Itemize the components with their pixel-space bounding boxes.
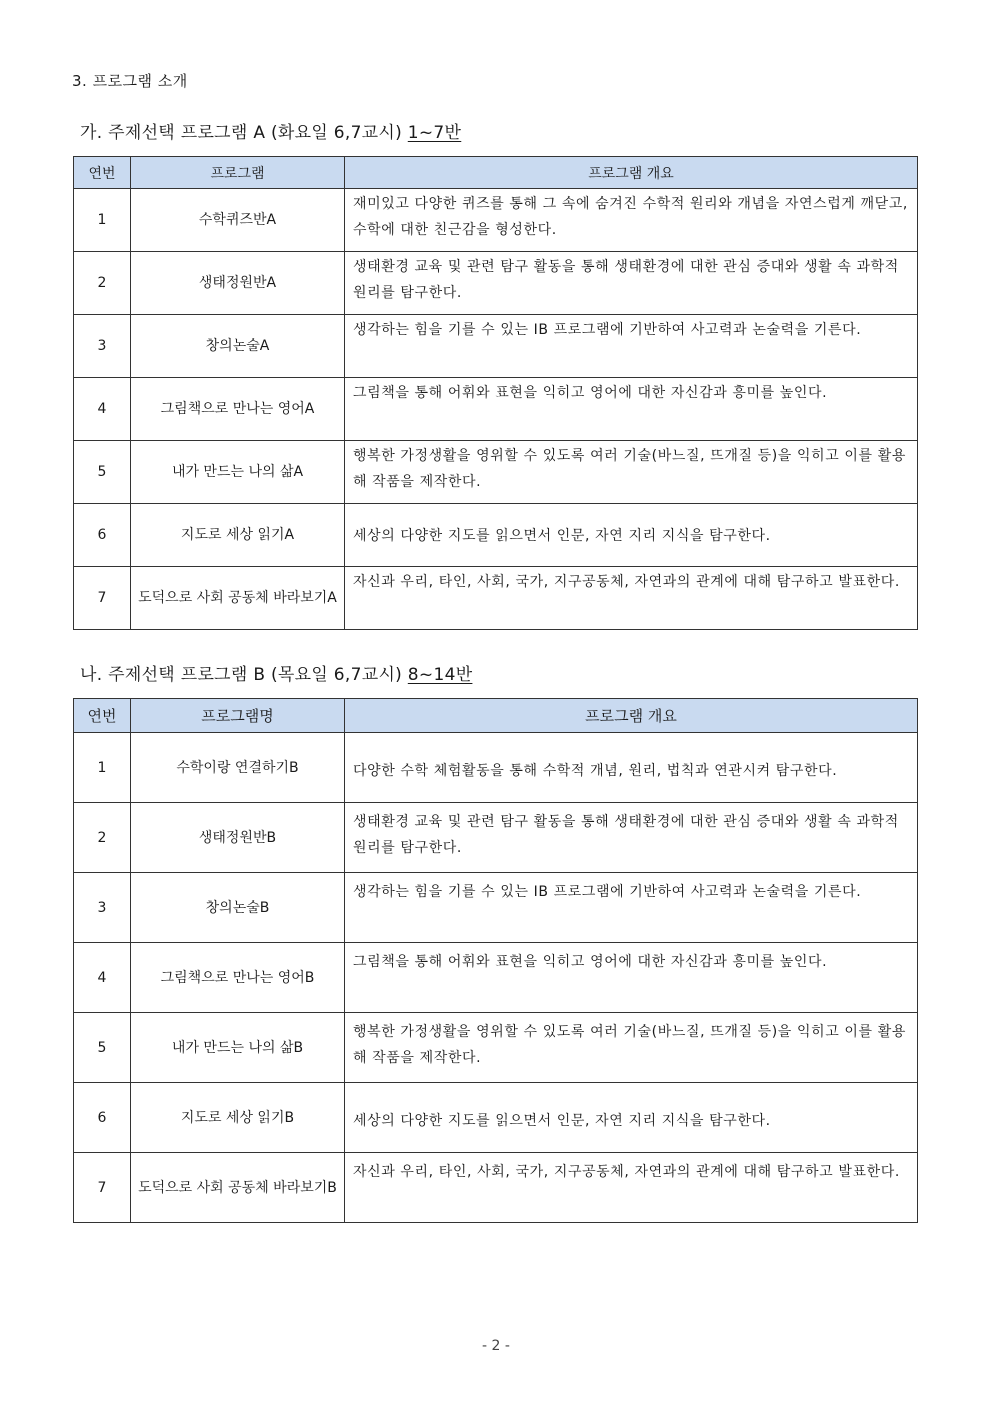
program-a-title (80, 118, 461, 143)
table-row (74, 1083, 918, 1153)
table-row (74, 803, 918, 873)
program-a-table (73, 156, 918, 630)
program-description: 생태환경 교육 및 관련 탐구 활동을 통해 생태환경에 대한 관심 증대와 생활 속 과학적 원리를 탐구한다. (345, 252, 918, 315)
program-name: 그림책으로 만나는 영어A (131, 378, 345, 441)
program-description: 행복한 가정생활을 영위할 수 있도록 여러 기술(바느질, 뜨개질 등)을 익히고 이를 활용해 작품을 제작한다. (345, 1013, 918, 1083)
program-description: 그림책을 통해 어휘와 표현을 익히고 영어에 대한 자신감과 흥미를 높인다. (345, 943, 918, 1013)
row-number: 3 (74, 873, 131, 943)
program-description: 생각하는 힘을 기를 수 있는 IB 프로그램에 기반하여 사고력과 논술력을 기른다. (345, 315, 918, 378)
header-overview: 프로그램 개요 (345, 157, 918, 189)
program-name: 생태정원반B (131, 803, 345, 873)
program-description: 생각하는 힘을 기를 수 있는 IB 프로그램에 기반하여 사고력과 논술력을 기른다. (345, 873, 918, 943)
table-row (74, 567, 918, 630)
table-row (74, 873, 918, 943)
table-row (74, 315, 918, 378)
row-number: 3 (74, 315, 131, 378)
program-description: 세상의 다양한 지도를 읽으면서 인문, 자연 지리 지식을 탐구한다. (345, 1083, 918, 1153)
table-row (74, 1013, 918, 1083)
table-row (74, 441, 918, 504)
table-row (74, 733, 918, 803)
program-description: 세상의 다양한 지도를 읽으면서 인문, 자연 지리 지식을 탐구한다. (345, 504, 918, 567)
program-name: 창의논술B (131, 873, 345, 943)
program-description: 자신과 우리, 타인, 사회, 국가, 지구공동체, 자연과의 관계에 대해 탐구하고 발표한다. (345, 1153, 918, 1223)
header-number: 연번 (74, 699, 131, 733)
section-title: 3. 프로그램 소개 (72, 72, 188, 90)
row-number: 5 (74, 441, 131, 504)
table-row (74, 943, 918, 1013)
program-description: 행복한 가정생활을 영위할 수 있도록 여러 기술(바느질, 뜨개질 등)을 익히고 이를 활용해 작품을 제작한다. (345, 441, 918, 504)
program-a-title-text: 가. 주제선택 프로그램 A (화요일 6,7교시) (80, 123, 408, 143)
row-number: 1 (74, 189, 131, 252)
header-program: 프로그램 (131, 157, 345, 189)
program-b-title (80, 660, 472, 685)
program-name: 지도로 세상 읽기A (131, 504, 345, 567)
row-number: 2 (74, 803, 131, 873)
page-number: - 2 - (482, 1338, 510, 1354)
table-row (74, 504, 918, 567)
row-number: 5 (74, 1013, 131, 1083)
program-name: 내가 만드는 나의 삶A (131, 441, 345, 504)
program-description: 다양한 수학 체험활동을 통해 수학적 개념, 원리, 법칙과 연관시켜 탐구한다. (345, 733, 918, 803)
program-b-table (73, 698, 918, 1223)
program-name: 도덕으로 사회 공동체 바라보기A (131, 567, 345, 630)
row-number: 2 (74, 252, 131, 315)
program-description: 그림책을 통해 어휘와 표현을 익히고 영어에 대한 자신감과 흥미를 높인다. (345, 378, 918, 441)
row-number: 4 (74, 943, 131, 1013)
header-program-name: 프로그램명 (131, 699, 345, 733)
row-number: 4 (74, 378, 131, 441)
program-description: 생태환경 교육 및 관련 탐구 활동을 통해 생태환경에 대한 관심 증대와 생활 속 과학적 원리를 탐구한다. (345, 803, 918, 873)
program-name: 창의논술A (131, 315, 345, 378)
program-name: 내가 만드는 나의 삶B (131, 1013, 345, 1083)
table-row (74, 378, 918, 441)
row-number: 7 (74, 1153, 131, 1223)
row-number: 6 (74, 1083, 131, 1153)
row-number: 6 (74, 504, 131, 567)
program-name: 수학퀴즈반A (131, 189, 345, 252)
program-description: 재미있고 다양한 퀴즈를 통해 그 속에 숨겨진 수학적 원리와 개념을 자연스럽게 깨닫고, 수학에 대한 친근감을 형성한다. (345, 189, 918, 252)
table-row (74, 252, 918, 315)
table-header-row (74, 699, 918, 733)
program-description: 자신과 우리, 타인, 사회, 국가, 지구공동체, 자연과의 관계에 대해 탐구하고 발표한다. (345, 567, 918, 630)
program-a-classes: 1~7반 (407, 123, 462, 143)
program-name: 그림책으로 만나는 영어B (131, 943, 345, 1013)
program-b-title-text: 나. 주제선택 프로그램 B (목요일 6,7교시) (80, 665, 408, 685)
table-header-row (74, 157, 918, 189)
program-b-classes: 8~14반 (407, 665, 473, 685)
header-number: 연번 (74, 157, 131, 189)
program-name: 수학이랑 연결하기B (131, 733, 345, 803)
program-name: 생태정원반A (131, 252, 345, 315)
row-number: 1 (74, 733, 131, 803)
program-name: 도덕으로 사회 공동체 바라보기B (131, 1153, 345, 1223)
table-row (74, 1153, 918, 1223)
header-overview: 프로그램 개요 (345, 699, 918, 733)
table-row (74, 189, 918, 252)
program-name: 지도로 세상 읽기B (131, 1083, 345, 1153)
row-number: 7 (74, 567, 131, 630)
